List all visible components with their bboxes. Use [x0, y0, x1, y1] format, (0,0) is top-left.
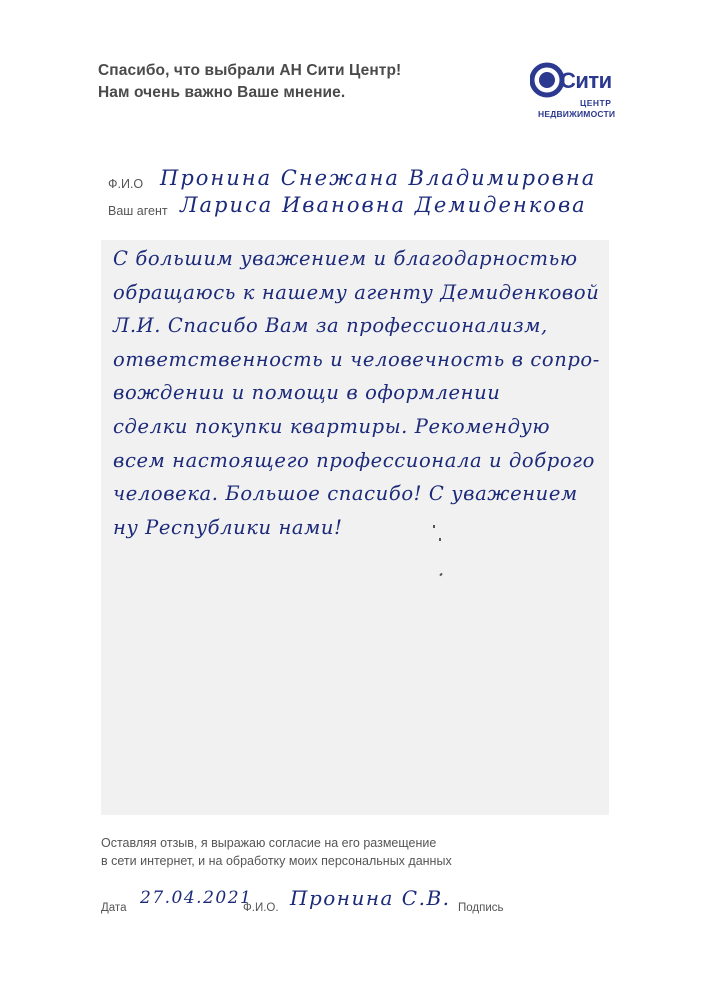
stray-mark [433, 525, 435, 528]
review-line: С большим уважением и благодарностью [113, 247, 578, 270]
logo-subtitle-center: ЦЕНТР [580, 98, 612, 108]
logo-word: Сити [560, 68, 612, 93]
consent-line-1: Оставляя отзыв, я выражаю согласие на его размещение [101, 836, 437, 850]
fio-label: Ф.И.О [108, 177, 144, 191]
review-line: Л.И. Спасибо Вам за профессионализм, [113, 314, 548, 338]
fio-value: Пронина Снежана Владимировна [160, 166, 597, 190]
review-line: ответственность и человечность в сопро- [113, 347, 600, 371]
review-line: вождении и помощи в оформлении [113, 381, 501, 405]
review-box [101, 240, 609, 815]
review-line: человека. Большое спасибо! С уважением [113, 482, 578, 506]
footer-fio-label: Ф.И.О. [243, 902, 279, 914]
review-line: всем настоящего профессионала и доброго [113, 448, 595, 472]
consent-text [101, 834, 561, 870]
stray-mark [439, 538, 441, 541]
date-value: 27.04.2021 [140, 888, 253, 908]
company-logo [530, 62, 620, 122]
review-line: обращаюсь к нашему агенту Демиденковой [113, 280, 600, 304]
agent-value: Лариса Ивановна Демиденкова [180, 193, 587, 217]
signature-label: Подпись [458, 902, 504, 914]
header-thanks: Спасибо, что выбрали АН Сити Центр! [98, 62, 402, 79]
logo-subtitle-realty: НЕДВИЖИМОСТИ [538, 109, 616, 119]
date-label: Дата [101, 902, 127, 914]
review-line: сделки покупки квартиры. Рекомендую [113, 414, 551, 438]
review-text [113, 242, 618, 544]
header-opinion: Нам очень важно Ваше мнение. [98, 84, 346, 101]
consent-line-2: в сети интернет, и на обработку моих персональных данных [101, 854, 452, 868]
review-line: ну Республики нами! [113, 515, 343, 539]
footer-fio-value: Пронина С.В. [290, 886, 451, 910]
agent-label: Ваш агент [108, 204, 168, 218]
header [98, 60, 478, 104]
